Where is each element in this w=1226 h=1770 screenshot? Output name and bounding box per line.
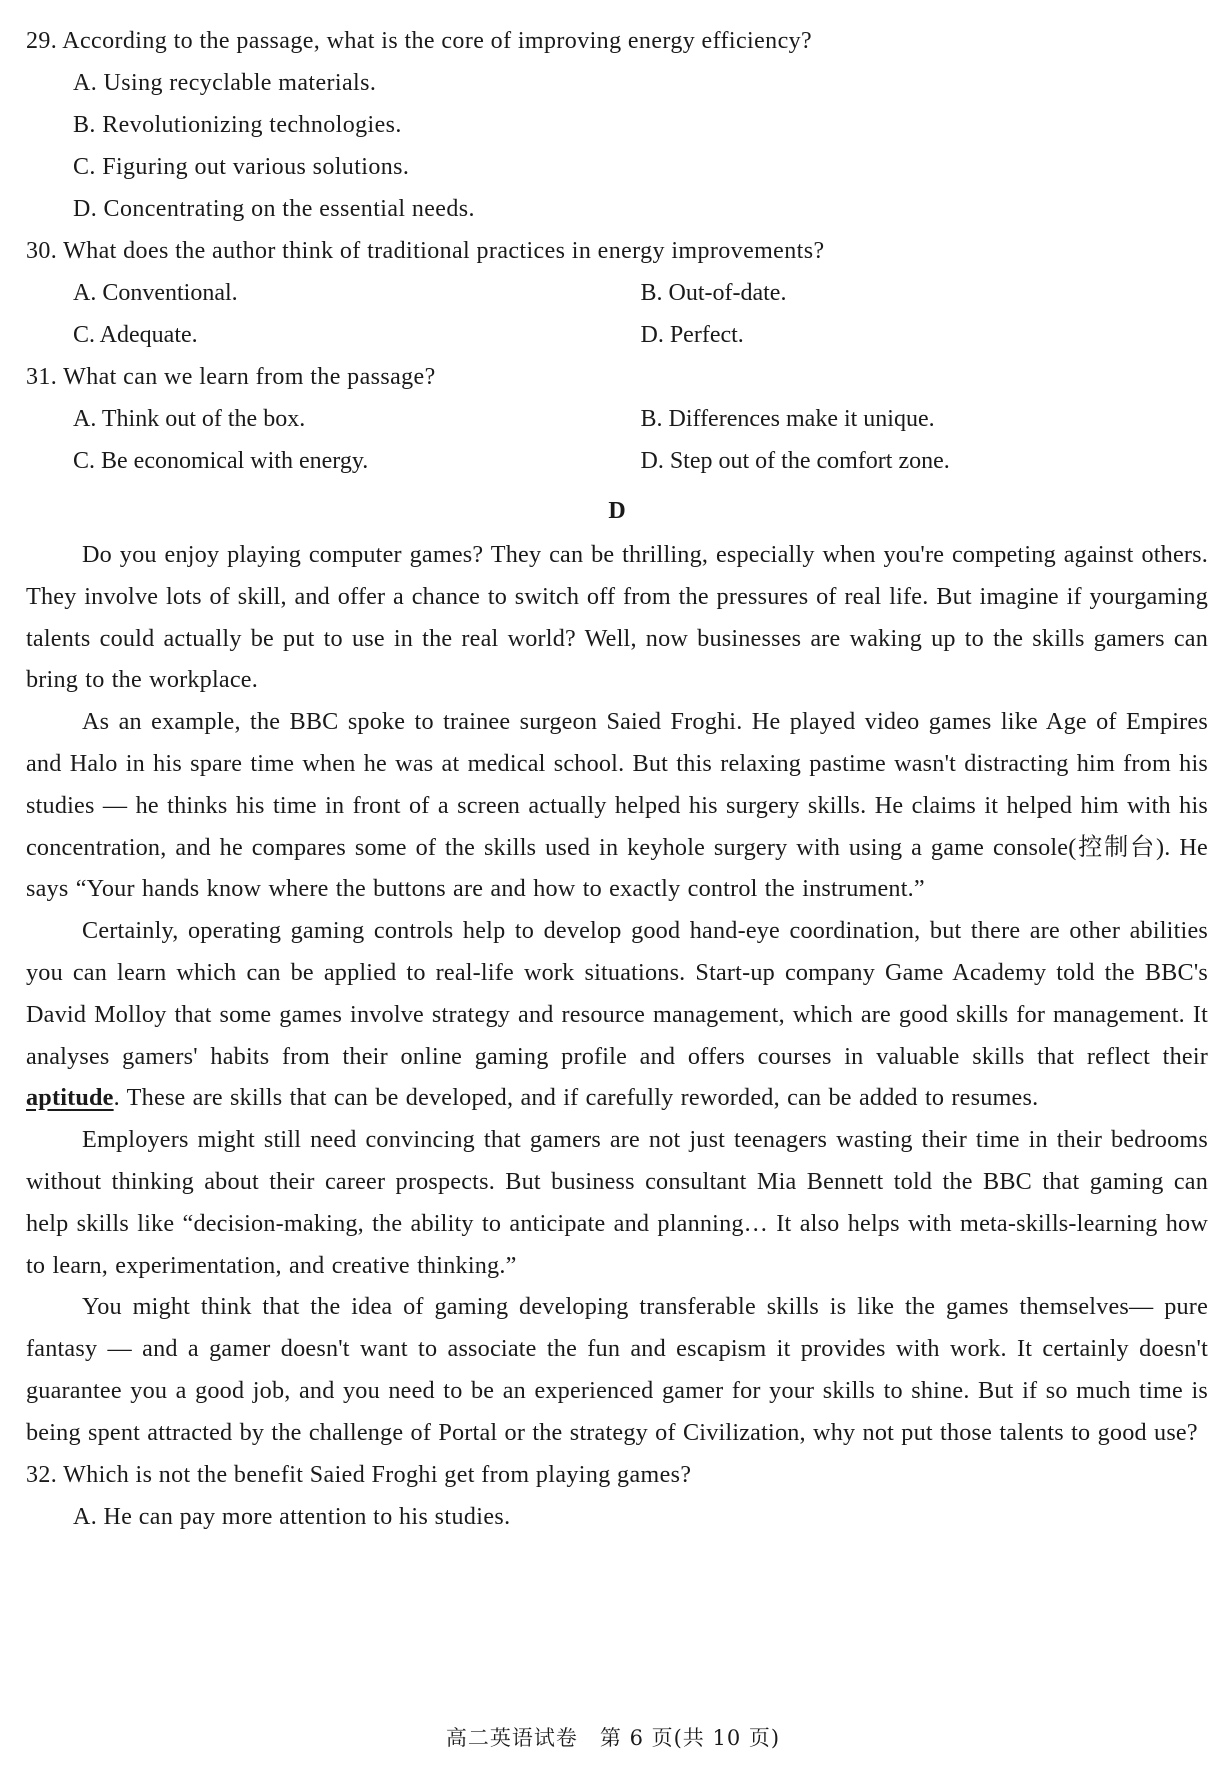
option-c: C. Figuring out various solutions. (73, 154, 410, 180)
passage-paragraph-1: Do you enjoy playing computer games? They can be thrilling, especially when you're competing against others. They involve lots of skill, and offer a chance to switch off from the pressures of real life. But imagine if yourgaming talents could actually be put to use in the real world? Well, now businesses are waking up to the skills gamers can bring to the workplace. (26, 541, 1208, 694)
option-d: D. Step out of the comfort zone. (640, 448, 950, 474)
passage-paragraph-5: You might think that the idea of gaming developing transferable skills is like the games themselves— pure fantasy — and a gamer doesn't want to associate the fun and escapism it provides with work. It certainly doesn't guarantee you a good job, and you need to be an experienced gamer for your skills to shine. But if so much time is being spent attracted by the challenge of Portal or the strategy of Civilization, why not put those talents to good use? (26, 1293, 1208, 1446)
underlined-vocabulary-word: aptitude (26, 1084, 114, 1112)
options-row (26, 314, 1208, 356)
paragraph-text: . These are skills that can be developed, and if carefully reworded, can be added to resumes. (113, 1084, 1039, 1112)
page-footer: 高二英语试卷 第 6 页(共 10 页) (445, 1726, 781, 1750)
option-c: C. Adequate. (73, 322, 198, 348)
option-b: B. Out-of-date. (640, 280, 787, 306)
option-a: A. Conventional. (73, 280, 238, 306)
question-stem: 30. What does the author think of traditional practices in energy improvements? (26, 238, 825, 264)
options-row (26, 398, 1208, 440)
passage-paragraph-3 (26, 910, 1208, 1119)
question-stem: 31. What can we learn from the passage? (26, 364, 436, 390)
option-a: A. Think out of the box. (73, 406, 306, 432)
question-30 (26, 230, 1208, 356)
section-title: D (608, 498, 626, 524)
options-row (26, 272, 1208, 314)
option-d: D. Perfect. (640, 322, 744, 348)
option-a: A. Using recyclable materials. (73, 70, 377, 96)
question-stem: 29. According to the passage, what is the core of improving energy efficiency? (26, 28, 813, 54)
option-b: B. Differences make it unique. (640, 406, 935, 432)
options-row (26, 440, 1208, 482)
passage-paragraph-4: Employers might still need convincing that gamers are not just teenagers wasting their time in their bedrooms without thinking about their career prospects. But business consultant Mia Bennett told the BBC that gaming can help skills like “decision-making, the ability to anticipate and planning… It also helps with meta-skills-learning how to learn, experimentation, and creative thinking.” (26, 1126, 1208, 1279)
question-31 (26, 356, 1208, 482)
option-b: B. Revolutionizing technologies. (73, 112, 402, 138)
question-29 (26, 20, 1208, 230)
question-stem: 32. Which is not the benefit Saied Froghi get from playing games? (26, 1461, 692, 1488)
passage-paragraph-2: As an example, the BBC spoke to trainee surgeon Saied Froghi. He played video games like Age of Empires and Halo in his spare time when he was at medical school. But this relaxing pastime wasn't distracting him from his studies — he thinks his time in front of a screen actually helped his surgery skills. He claims it helped him with his concentration, and he compares some of the skills used in keyhole surgery with using a game console(控制台). He says “Your hands know where the buttons are and how to exactly control the instrument.” (26, 708, 1208, 903)
option-c: C. Be economical with energy. (73, 448, 369, 474)
exam-page (26, 20, 1208, 1538)
question-32 (26, 1454, 1208, 1538)
paragraph-text: Certainly, operating gaming controls help to develop good hand-eye coordination, but there are other abilities you can learn which can be applied to real-life work situations. Start-up company Game Academy told the BBC's David Molloy that some games involve strategy and resource management, which are good skills for management. It analyses gamers' habits from their online gaming profile and offers courses in valuable skills that reflect their (26, 917, 1208, 1070)
option-a: A. He can pay more attention to his studies. (73, 1503, 511, 1530)
option-d: D. Concentrating on the essential needs. (73, 196, 475, 222)
reading-passage (26, 534, 1208, 1454)
